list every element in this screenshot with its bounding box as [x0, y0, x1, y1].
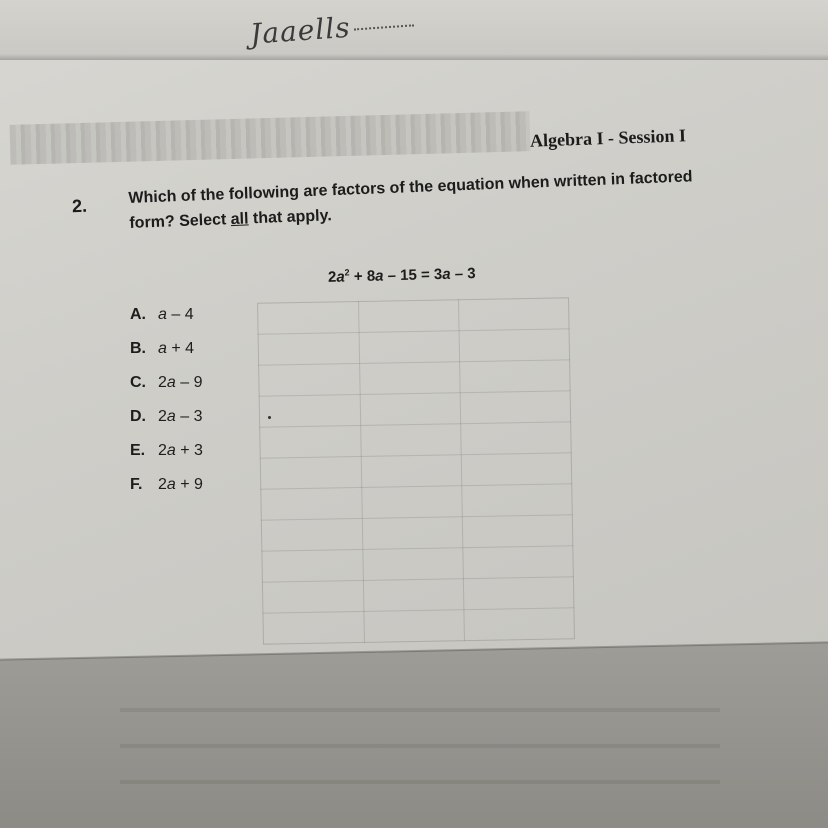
eq-part-3: – 15 = 3: [383, 265, 443, 285]
option-letter: F.: [130, 476, 143, 493]
option-e[interactable]: [130, 442, 203, 476]
option-rest: – 4: [166, 306, 194, 323]
handwritten-name-text: Jaaells: [249, 10, 352, 51]
eq-coef: 2: [327, 268, 337, 286]
option-value: [158, 340, 194, 357]
option-value: [158, 408, 203, 425]
option-c[interactable]: [130, 374, 203, 408]
equation: [328, 264, 476, 286]
bleed-through-table: [257, 297, 575, 644]
eq-var-2: a: [374, 267, 384, 285]
option-coef: 2: [158, 442, 167, 459]
option-value: [158, 442, 203, 459]
eq-part-4: – 3: [450, 265, 476, 283]
option-a[interactable]: [130, 306, 203, 340]
option-var: a: [158, 306, 167, 323]
option-coef: 2: [158, 476, 167, 493]
question-text-part-2: that apply.: [248, 207, 333, 228]
option-rest: + 3: [175, 442, 203, 459]
option-b[interactable]: [130, 340, 203, 374]
option-var: a: [166, 374, 176, 391]
option-letter: C.: [130, 374, 146, 391]
option-var: a: [158, 340, 167, 357]
option-rest: – 3: [175, 408, 203, 425]
option-f[interactable]: [130, 476, 203, 510]
sheet-shadow: [0, 54, 828, 60]
handwriting-underline: [354, 24, 414, 30]
option-rest: + 9: [175, 476, 203, 493]
option-letter: D.: [130, 408, 146, 425]
option-d[interactable]: [130, 408, 203, 442]
option-letter: A.: [130, 306, 146, 323]
question-text-underlined: all: [230, 210, 249, 229]
question-text-part-1: Which of the following are factors of the equation when written in factored form? Select: [128, 168, 693, 232]
option-var: a: [166, 408, 176, 425]
option-var: a: [166, 442, 176, 459]
option-value: [158, 476, 203, 493]
option-rest: – 9: [175, 374, 203, 391]
eq-part-2: + 8: [349, 267, 376, 286]
session-title: Algebra I - Session I: [529, 125, 687, 151]
answer-options: [130, 306, 203, 510]
option-coef: 2: [158, 374, 167, 391]
pencil-dot: [268, 416, 271, 419]
eq-exponent: 2: [344, 267, 350, 278]
option-coef: 2: [158, 408, 167, 425]
option-rest: + 4: [166, 340, 195, 357]
eq-var-1: a: [336, 268, 345, 286]
option-letter: B.: [130, 340, 146, 357]
option-value: [158, 306, 194, 323]
option-var: a: [166, 476, 176, 493]
bleed-through-text: [120, 690, 720, 810]
option-letter: E.: [130, 442, 146, 459]
eq-var-3: a: [442, 265, 451, 283]
question-number: 2.: [71, 195, 88, 217]
option-value: [158, 374, 203, 391]
